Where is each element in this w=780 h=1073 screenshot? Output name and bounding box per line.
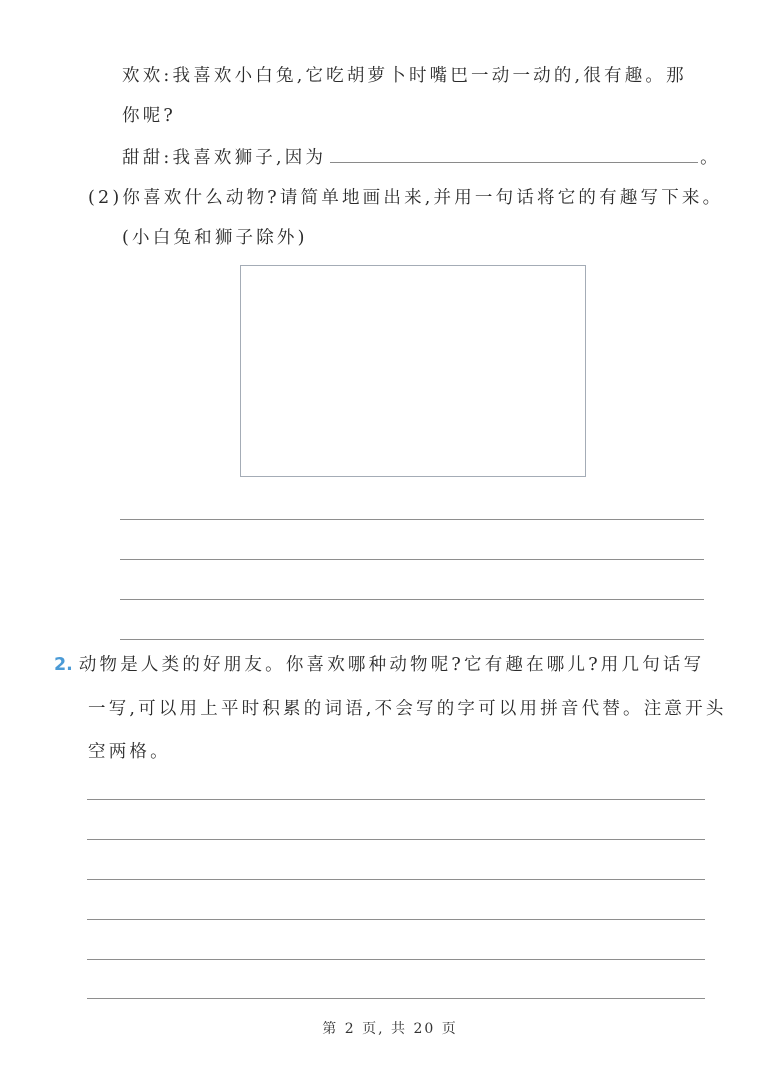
question2-answer-line-1[interactable] bbox=[87, 799, 705, 800]
question2-answer-line-2[interactable] bbox=[87, 839, 705, 840]
question1-answer-line-3[interactable] bbox=[120, 599, 704, 600]
question2-line2: 一写,可以用上平时积累的词语,不会写的字可以用拼音代替。注意开头 bbox=[88, 699, 727, 719]
question2-answer-line-6[interactable] bbox=[87, 998, 705, 999]
question2-answer-line-5[interactable] bbox=[87, 959, 705, 960]
question2-line3: 空两格。 bbox=[88, 742, 171, 762]
drawing-box[interactable] bbox=[240, 265, 586, 477]
dialogue-huanhuan-line1: 欢欢:我喜欢小白兔,它吃胡萝卜时嘴巴一动一动的,很有趣。那 bbox=[122, 66, 687, 86]
question1-answer-line-2[interactable] bbox=[120, 559, 704, 560]
dialogue-tiantian-line bbox=[122, 144, 721, 170]
question2-line1: 动物是人类的好朋友。你喜欢哪种动物呢?它有趣在哪儿?用几句话写 bbox=[78, 655, 705, 675]
question1-part2-prompt-line bbox=[88, 186, 723, 210]
page-footer: 第 2 页, 共 20 页 bbox=[322, 1021, 458, 1037]
question1-answer-line-4[interactable] bbox=[120, 639, 704, 640]
dialogue-tiantian-prefix: 甜甜:我喜欢狮子,因为 bbox=[122, 148, 327, 168]
question2-answer-line-3[interactable] bbox=[87, 879, 705, 880]
dialogue-tiantian-suffix: 。 bbox=[700, 148, 721, 168]
question1-part2-note: (小白兔和狮子除外) bbox=[122, 228, 308, 248]
question2-line1-row bbox=[54, 653, 704, 677]
dialogue-huanhuan-line2: 你呢? bbox=[122, 106, 176, 126]
question1-part2-label: (2) bbox=[88, 188, 123, 208]
question2-number: 2. bbox=[54, 655, 73, 675]
question1-part2-prompt: 你喜欢什么动物?请简单地画出来,并用一句话将它的有趣写下来。 bbox=[122, 188, 724, 208]
question2-answer-line-4[interactable] bbox=[87, 919, 705, 920]
tiantian-answer-blank[interactable] bbox=[330, 144, 698, 163]
question1-answer-line-1[interactable] bbox=[120, 519, 704, 520]
